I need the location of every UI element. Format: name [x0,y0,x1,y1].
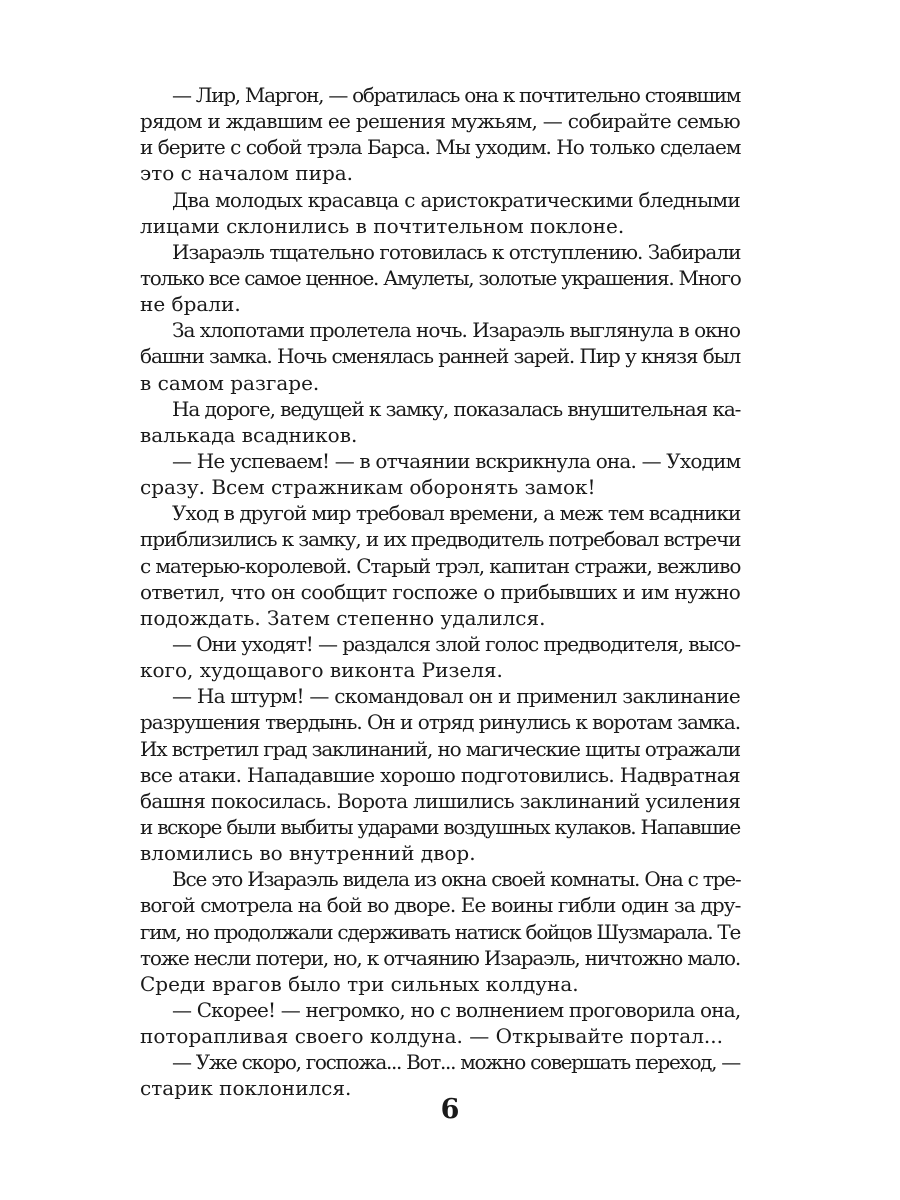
text-line: башни замка. Ночь сменялась ранней зарей. Пир у князя был [140,344,741,369]
text-line: и берите с собой трэла Барса. Мы уходим. Но только сделаем [140,135,741,160]
text-line: вогой смотрела на бой во дворе. Ее воины гибли один за дру- [140,893,741,918]
text-line: башня покосилась. Ворота лишились заклинаний усиления [140,788,741,813]
text-line: — Скорее! — негромко, но с волнением проговорила она, [172,997,741,1022]
text-line: — Они уходят! — раздался злой голос предводителя, высо- [172,631,740,656]
text-line: Два молодых красавца с аристократическими бледными [172,187,740,212]
text-line: сразу. Всем стражникам оборонять замок! [140,475,596,500]
text-line: Среди врагов было три сильных колдуна. [140,971,579,996]
text-line: На дороге, ведущей к замку, показалась внушительная ка- [172,396,741,421]
text-line: все атаки. Нападавшие хорошо подготовились. Надвратная [140,762,740,787]
text-line: и вскоре были выбиты ударами воздушных кулаков. Напавшие [140,814,740,839]
text-line: Уход в другой мир требовал времени, а меж тем всадники [172,501,741,526]
text-line: лицами склонились в почтительном поклоне. [140,213,625,238]
text-line: подождать. Затем степенно удалился. [140,605,546,630]
text-line: — Не успеваем! — в отчаянии вскрикнула она. — Уходим [172,448,741,473]
text-line: тоже несли потери, но, к отчаянию Изараэль, ничтожно мало. [140,945,741,970]
text-line: Все это Изараэль видела из окна своей комнаты. Она с тре- [172,867,741,892]
text-line: только все самое ценное. Амулеты, золотые украшения. Много [140,265,741,290]
text-line: в самом разгаре. [140,370,320,395]
text-line: с матерью-королевой. Старый трэл, капитан стражи, вежливо [140,553,741,578]
text-line: разрушения твердынь. Он и отряд ринулись к воротам замка. [140,710,741,735]
text-line: Их встретил град заклинаний, но магические щиты отражали [140,736,740,761]
text-line: — Уже скоро, госпожа... Вот... можно совершать переход, — [172,1050,740,1075]
text-line: гим, но продолжали сдерживать натиск бойцов Шузмарала. Те [140,919,740,944]
text-line: кого, худощавого виконта Ризеля. [140,658,503,683]
page-number: 6 [440,1094,460,1125]
text-line: поторапливая своего колдуна. — Открывайте портал... [140,1024,723,1049]
text-line: ответил, что он сообщит госпоже о прибывших и им нужно [140,579,741,604]
text-line: рядом и ждавшим ее решения мужьям, — собирайте семью [140,109,740,134]
text-line: приблизились к замку, и их предводитель потребовал встречи [140,527,741,552]
text-line: вломились во внутренний двор. [140,841,476,866]
text-line: это с началом пира. [140,161,354,186]
text-line: валькада всадников. [140,422,358,447]
text-line: За хлопотами пролетела ночь. Изараэль выглянула в окно [172,318,740,343]
text-line: — На штурм! — скомандовал он и применил заклинание [172,684,740,709]
text-line: не брали. [140,292,241,317]
text-line: старик поклонился. [140,1076,352,1101]
text-line: Изараэль тщательно готовилась к отступлению. Забирали [172,239,741,264]
text-line: — Лир, Маргон, — обратилась она к почтительно стоявшим [172,83,740,107]
body-text [140,82,740,1101]
